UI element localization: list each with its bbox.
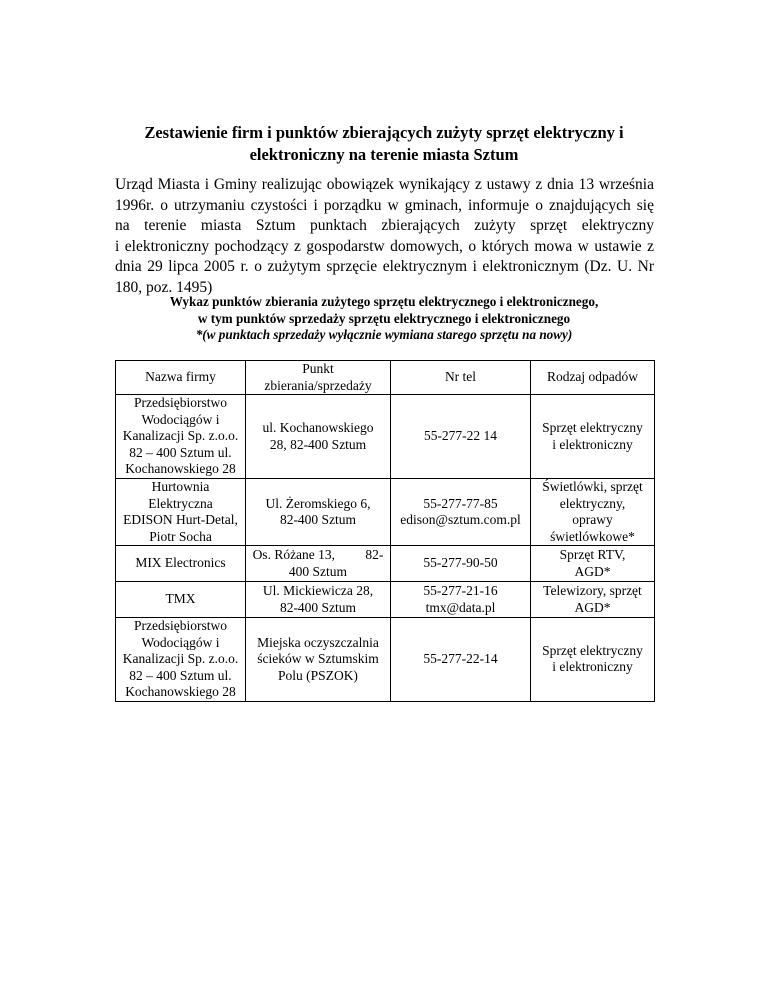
cell-collection-point (246, 582, 391, 618)
document-title (100, 122, 668, 166)
cell-phone (391, 479, 531, 546)
cell-line: Kochanowskiego 28 (125, 461, 236, 477)
cell-company-name (116, 546, 246, 582)
list-heading-line-2: w tym punktów sprzedaży sprzętu elektrycznego i elektronicznego (197, 310, 571, 326)
cell-line: TMX (165, 591, 196, 607)
cell-line: EDISON Hurt-Detal, (123, 512, 238, 527)
intro-line: dnia 29 lipca 2005 r. o zużytym sprzęcie elektrycznym i elektronicznym (Dz. U. Nr (115, 258, 654, 275)
cell-line: Sprzęt elektryczny (542, 420, 643, 435)
intro-line: Urząd Miasta i Gminy realizując obowiązek wynikający z ustawy z dnia 13 września (115, 176, 654, 193)
table-row (116, 395, 655, 479)
header-phone: Nr tel (391, 361, 531, 395)
title-line-2: elektroniczny na terenie miasta Sztum (249, 145, 519, 164)
table-header-row (116, 361, 655, 395)
intro-line: 180, poz. 1495) (115, 278, 213, 296)
cell-company-name (116, 395, 246, 479)
cell-line: Przedsiębiorstwo (134, 618, 227, 633)
cell-collection-point (246, 618, 391, 702)
cell-phone (391, 618, 531, 702)
cell-phone (391, 395, 531, 479)
cell-line: 82 – 400 Sztum ul. (129, 667, 232, 683)
cell-line: ścieków w Sztumskim (257, 651, 379, 666)
cell-line: elektryczny, (559, 495, 626, 511)
cell-line: 82-400 Sztum (279, 599, 357, 615)
cell-phone (391, 546, 531, 582)
cell-collection-point (246, 395, 391, 479)
intro-paragraph (115, 175, 654, 298)
cell-line: AGD* (574, 563, 611, 579)
cell-line: 55-277-21-16 (423, 583, 498, 598)
cell-line: Miejska oczyszczalnia (257, 634, 379, 650)
cell-waste-type (531, 618, 655, 702)
table-row (116, 618, 655, 702)
cell-line: Kanalizacji Sp. z.o.o. (122, 428, 239, 444)
cell-line: Piotr Socha (149, 528, 212, 544)
intro-line: i elektroniczny pochodzący z gospodarstw domowych, o których mowa w ustawie z (115, 237, 654, 255)
cell-line: Polu (PSZOK) (278, 667, 358, 683)
cell-line: Hurtownia Elektryczna (148, 479, 213, 511)
cell-line: świetlówkowe* (550, 528, 635, 544)
header-point-line-1: Punkt (302, 361, 334, 376)
cell-line: 55-277-22 14 (423, 428, 498, 444)
list-heading-line-1: Wykaz punktów zbierania zużytego sprzętu elektrycznego i elektronicznego, (169, 294, 599, 309)
header-collection-point (246, 361, 391, 395)
cell-line: 55-277-22-14 (423, 651, 498, 666)
cell-line: Sprzęt elektryczny (542, 642, 643, 658)
cell-line: oprawy (572, 512, 613, 527)
cell-company-name (116, 479, 246, 546)
table-row (116, 479, 655, 546)
cell-line: Przedsiębiorstwo (134, 395, 227, 411)
intro-line: na terenie miasta Sztum punktach zbierających zużyty sprzęt elektryczny (115, 217, 654, 234)
cell-line: Kanalizacji Sp. z.o.o. (122, 651, 239, 666)
header-waste-type: Rodzaj odpadów (531, 361, 655, 395)
cell-line: 82 – 400 Sztum ul. (129, 444, 232, 460)
cell-line: Wodociągów i (141, 411, 220, 427)
cell-line: tmx@data.pl (425, 599, 496, 615)
cell-line: 55-277-77-85 (423, 495, 498, 511)
cell-line: AGD* (574, 599, 611, 615)
cell-company-name (116, 618, 246, 702)
cell-collection-point (246, 546, 391, 582)
cell-waste-type (531, 479, 655, 546)
list-heading (100, 294, 668, 344)
cell-line: 28, 82-400 Sztum (269, 436, 367, 452)
cell-line: Os. Różane 13, 82- (252, 547, 384, 562)
cell-line: Ul. Mickiewicza 28, (262, 583, 374, 598)
table-row (116, 582, 655, 618)
title-line-1: Zestawienie firm i punktów zbierających zużyty sprzęt elektryczny i (144, 123, 624, 142)
header-point-line-2: zbierania/sprzedaży (264, 377, 372, 393)
list-heading-note: *(w punktach sprzedaży wyłącznie wymiana starego sprzętu na nowy) (195, 327, 573, 342)
cell-waste-type (531, 546, 655, 582)
cell-line: Wodociągów i (141, 634, 220, 650)
cell-line: 82-400 Sztum (279, 512, 357, 527)
table-row (116, 546, 655, 582)
cell-line: i elektroniczny (552, 436, 633, 452)
cell-phone (391, 582, 531, 618)
cell-collection-point (246, 479, 391, 546)
cell-waste-type (531, 582, 655, 618)
cell-line: 400 Sztum (288, 563, 348, 579)
intro-line: 1996r. o utrzymaniu czystości i porządku w gminach, informuje o znajdujących się (115, 196, 654, 214)
cell-line: Telewizory, sprzęt (543, 583, 642, 598)
collection-points-table (115, 360, 655, 702)
cell-line: Świetlówki, sprzęt (542, 479, 643, 494)
cell-line: 55-277-90-50 (423, 555, 498, 571)
cell-line: ul. Kochanowskiego (262, 420, 374, 435)
cell-line: Sprzęt RTV, (559, 547, 626, 562)
cell-line: MIX Electronics (135, 555, 226, 571)
cell-company-name (116, 582, 246, 618)
cell-waste-type (531, 395, 655, 479)
header-company-name: Nazwa firmy (116, 361, 246, 395)
cell-line: Kochanowskiego 28 (125, 684, 236, 699)
cell-line: i elektroniczny (552, 659, 633, 675)
cell-line: Ul. Żeromskiego 6, (265, 495, 371, 511)
cell-line: edison@sztum.com.pl (400, 512, 521, 527)
